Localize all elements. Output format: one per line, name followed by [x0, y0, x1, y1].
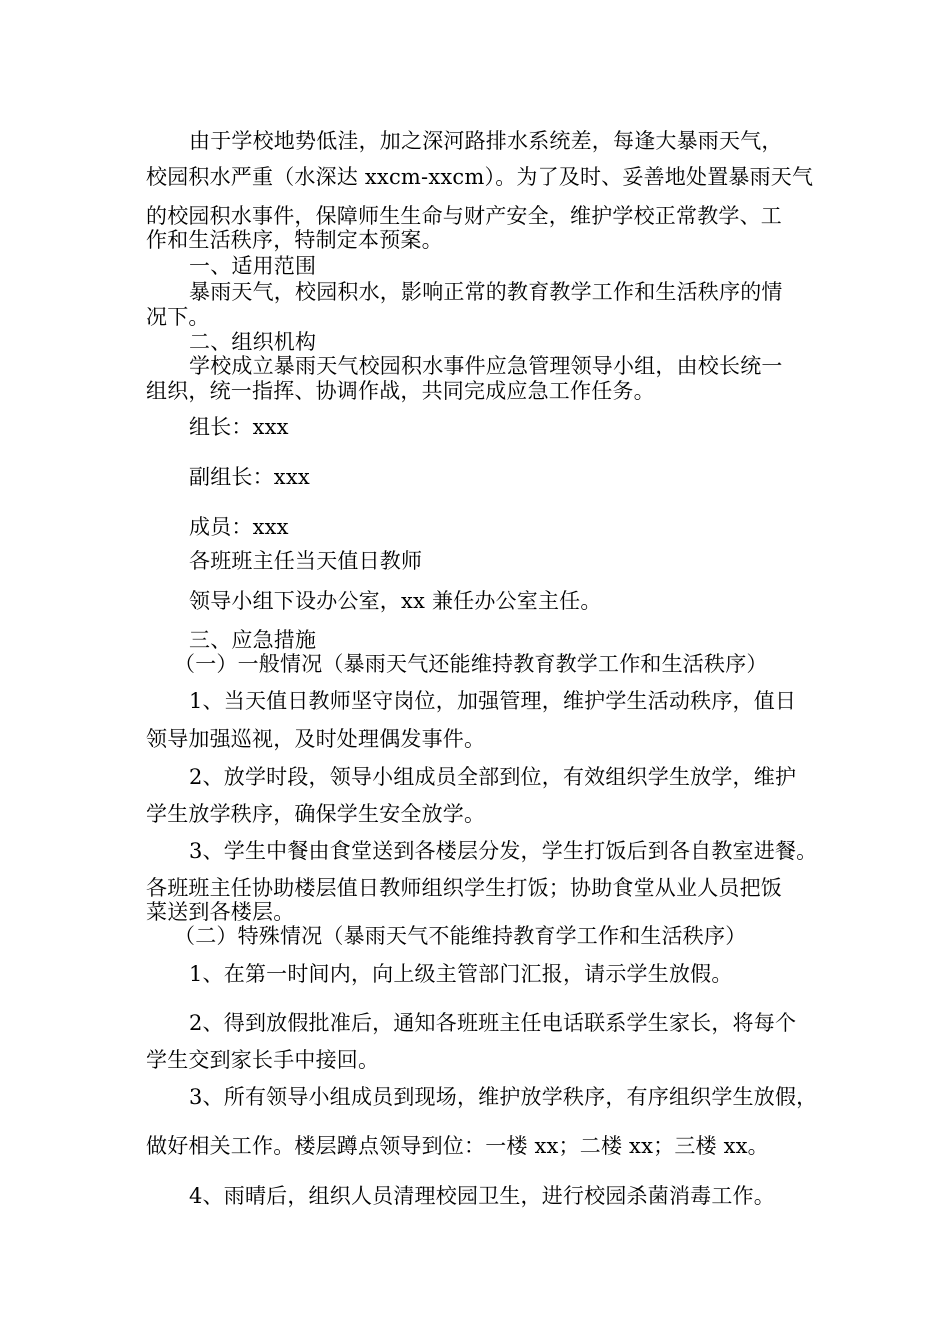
paragraph-intro-line-4: 作和生活秩序，特制定本预案。: [146, 228, 443, 252]
general-item-1-line-2: 领导加强巡视，及时处理偶发事件。: [146, 727, 486, 751]
special-item-2-line-1: 2、得到放假批准后，通知各班班主任电话联系学生家长，将每个: [189, 1011, 797, 1035]
general-item-2-line-1: 2、放学时段，领导小组成员全部到位，有效组织学生放学，维护: [189, 765, 797, 789]
paragraph-organization-line-1: 学校成立暴雨天气校园积水事件应急管理领导小组，由校长统一: [189, 354, 783, 378]
special-item-1-line-1: 1、在第一时间内，向上级主管部门汇报，请示学生放假。: [189, 962, 733, 986]
special-item-4-line-1: 4、雨晴后，组织人员清理校园卫生，进行校园杀菌消毒工作。: [189, 1184, 775, 1208]
members-line: 成员：xxx: [189, 515, 289, 539]
section-heading-organization: 二、组织机构: [189, 330, 317, 354]
section-heading-measures: 三、应急措施: [189, 628, 317, 652]
paragraph-scope-line-2: 况下。: [146, 305, 210, 329]
general-item-2-line-2: 学生放学秩序，确保学生安全放学。: [146, 802, 486, 826]
leader-line: 组长：xxx: [189, 415, 289, 439]
subsection-heading-general: （一）一般情况（暴雨天气还能维持教育教学工作和生活秩序）: [174, 652, 768, 676]
general-item-3-line-3: 菜送到各楼层。: [146, 900, 295, 924]
general-item-3-line-1: 3、学生中餐由食堂送到各楼层分发，学生打饭后到各自教室进餐。: [189, 839, 818, 863]
special-item-3-line-2: 做好相关工作。楼层蹲点领导到位：一楼 xx；二楼 xx；三楼 xx。: [146, 1134, 769, 1158]
section-heading-scope: 一、适用范围: [189, 254, 317, 278]
paragraph-intro-line-1: 由于学校地势低洼，加之深河路排水系统差，每逢大暴雨天气，: [189, 129, 783, 153]
paragraph-intro-line-2: 校园积水严重（水深达 xxcm-xxcm）。为了及时、妥善地处置暴雨天气: [146, 165, 814, 189]
members-detail-line: 各班班主任当天值日教师: [189, 549, 423, 573]
deputy-leader-line: 副组长：xxx: [189, 465, 310, 489]
general-item-3-line-2: 各班班主任协助楼层值日教师组织学生打饭；协助食堂从业人员把饭: [146, 876, 782, 900]
office-line: 领导小组下设办公室，xx 兼任办公室主任。: [189, 589, 602, 613]
special-item-2-line-2: 学生交到家长手中接回。: [146, 1048, 380, 1072]
paragraph-organization-line-2: 组织，统一指挥、协调作战，共同完成应急工作任务。: [146, 379, 655, 403]
paragraph-intro-line-3: 的校园积水事件，保障师生生命与财产安全，维护学校正常教学、工: [146, 204, 782, 228]
general-item-1-line-1: 1、当天值日教师坚守岗位，加强管理，维护学生活动秩序，值日: [189, 689, 797, 713]
paragraph-scope-line-1: 暴雨天气，校园积水，影响正常的教育教学工作和生活秩序的情: [189, 280, 783, 304]
special-item-3-line-1: 3、所有领导小组成员到现场，维护放学秩序，有序组织学生放假，: [189, 1085, 818, 1109]
subsection-heading-special: （二）特殊情况（暴雨天气不能维持教育学工作和生活秩序）: [174, 924, 747, 948]
